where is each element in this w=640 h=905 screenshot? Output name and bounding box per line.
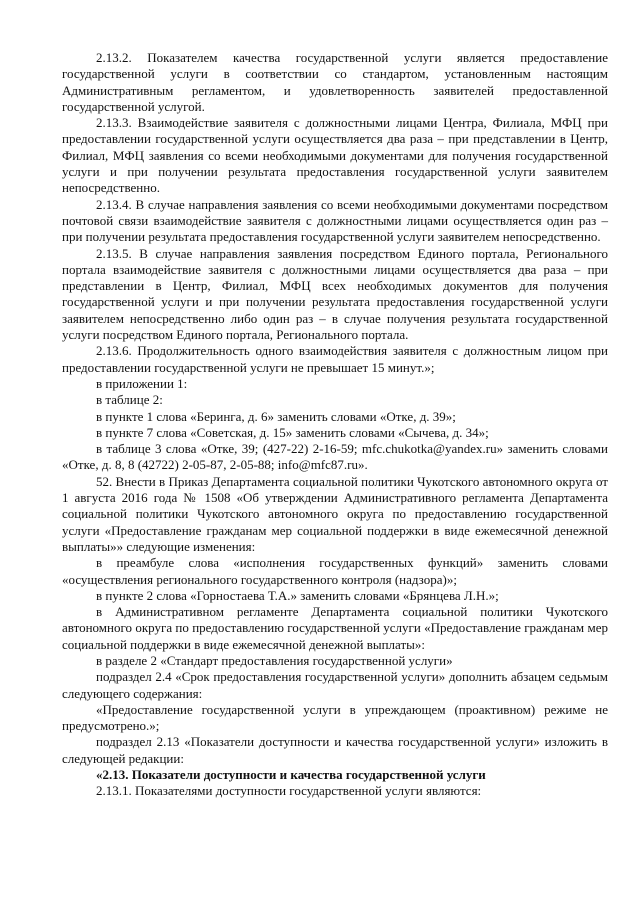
paragraph-item-7: в пункте 7 слова «Советская, д. 15» заменить словами «Сычева, д. 34»; — [96, 424, 489, 440]
paragraph-2-13-2: 2.13.2. Показателем качества государственной услуги является предоставление государственной услуги в соответствии со стандартом, установленным настоящим Административным регламентом, и удовлетворенность заявителей предоставленной государственной услугой. — [62, 50, 608, 114]
paragraph-table-2: в таблице 2: — [96, 392, 163, 408]
paragraph-item-1: в пункте 1 слова «Беринга, д. 6» заменить словами «Отке, д. 39»; — [96, 408, 456, 424]
paragraph-regulation: в Административном регламенте Департамента социальной политики Чукотского автономного округа по предоставлению государственной услуги «Предоставление гражданам мер социальной поддержки в виде ежемесячной денежной выплаты»: — [62, 604, 608, 652]
paragraph-preamble: в преамбуле слова «исполнения государственных функций» заменить словами «осуществления регионального государственного контроля (надзора)»; — [62, 555, 608, 587]
paragraph-item-2: в пункте 2 слова «Горностаева Т.А.» заменить словами «Брянцева Л.Н.»; — [96, 587, 499, 603]
paragraph-appendix-1: в приложении 1: — [96, 375, 188, 391]
paragraph-2-13-1: 2.13.1. Показателями доступности государственной услуги являются: — [96, 783, 482, 799]
paragraph-table-3: в таблице 3 слова «Отке, 39; (427-22) 2-16-59; mfc.chukotka@yandex.ru» заменить словами «Отке, д. 8, 8 (42722) 2-05-87, 2-05-88; info@mfc87.ru». — [62, 441, 608, 473]
paragraph-subsection-2-4: подраздел 2.4 «Срок предоставления государственной услуги» дополнить абзацем седьмым следующего содержания: — [62, 669, 608, 701]
paragraph-52: 52. Внести в Приказ Департамента социальной политики Чукотского автономного округа от 1 августа 2016 года № 1508 «Об утверждении Административного регламента Департамента социальной политики Чукотского автономного округа по предоставлению государственной услуги «Предоставление гражданам мер социальной поддержки в виде ежемесячной денежной выплаты»» следующие изменения: — [62, 473, 608, 554]
paragraph-2-13-6: 2.13.6. Продолжительность одного взаимодействия заявителя с должностным лицом при предоставлении государственной услуги не превышает 15 минут.»; — [62, 343, 608, 375]
paragraph-section-2: в разделе 2 «Стандарт предоставления государственной услуги» — [96, 652, 453, 668]
paragraph-2-13-5: 2.13.5. В случае направления заявления посредством Единого портала, Регионального портала взаимодействие заявителя с должностными лицами осуществляется два раза – при представлении в Центр, Филиал, МФЦ всех необходимых документов для получения государственной услуги и при получении результата предоставления государственной услуги заявителем непосредственно либо один раз – в случае получения результата государственной услуги посредством Единого портала, Регионального портала. — [62, 245, 608, 343]
paragraph-2-13-4: 2.13.4. В случае направления заявления со всеми необходимыми документами посредством почтовой связи взаимодействие заявителя с должностными лицами осуществляется один раз – при получении результата предоставления государственной услуги заявителем непосредственно. — [62, 196, 608, 245]
section-heading-2-13: «2.13. Показатели доступности и качества государственной услуги — [96, 767, 486, 783]
paragraph-subsection-2-13: подраздел 2.13 «Показатели доступности и качества государственной услуги» изложить в следующей редакции: — [62, 734, 608, 766]
paragraph-2-13-3: 2.13.3. Взаимодействие заявителя с должностными лицами Центра, Филиала, МФЦ при предоставлении государственной услуги осуществляется два раза – при представлении в Центр, Филиал, МФЦ заявления со всеми необходимыми документами для получения государственной услуги и при получении результата предоставления государственной услуги заявителем непосредственно. — [62, 115, 608, 196]
paragraph-quote-proactive: «Предоставление государственной услуги в упреждающем (проактивном) режиме не предусмотрено.»; — [62, 701, 608, 734]
document-page — [62, 50, 608, 800]
